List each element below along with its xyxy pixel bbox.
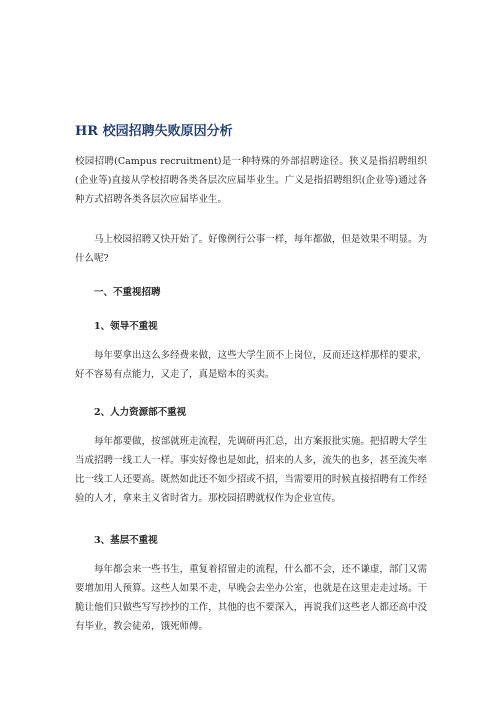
document-title: HR 校园招聘失败原因分析 — [75, 124, 233, 139]
section-heading: 一、不重视招聘 — [94, 287, 161, 298]
intro-paragraph: 校园招聘(Campus recruitment)是一种特殊的外部招聘途径。狭义是指招聘组织(企业等)直接从学校招聘各类各层次应届毕业生。广义是指招聘组织(企业等)通过各种方式招聘各类各层次应届毕业生。 — [75, 156, 427, 205]
lead-paragraph: 马上校园招聘又快开始了。好像例行公事一样，每年都做，但是效果不明显。为什么呢? — [75, 234, 427, 264]
subsection-3-heading: 3、基层不重视 — [94, 535, 158, 546]
subsection-3-body: 每年都会来一些书生，重复着招留走的流程，什么都不会，还不谦虚，部门又需要增加用人预算。这些人如果不走，早晚会去坐办公室，也就是在这里走走过场。干脆让他们只做些写写抄抄的工作，其他的也不要深入，再说我们这些老人都还高中没有毕业，教会徒弟，饿死师傅。 — [75, 564, 427, 632]
subsection-2-body: 每年都要做，按部就班走流程，先调研再汇总，出方案报批实施。把招聘大学生当成招聘一线工人一样。事实好像也是如此，招来的人多，流失的也多，甚至流失率比一线工人还要高。既然如此还不如少招或不招，当需要用的时候直接招聘有工作经验的人才，拿来主义省时省力。那校园招聘就权作为企业宣传。 — [75, 436, 427, 504]
subsection-1-heading: 1、领导不重视 — [94, 321, 158, 332]
subsection-2-heading: 2、人力资源部不重视 — [94, 407, 187, 418]
subsection-1-body: 每年要拿出这么多经费来做，这些大学生顶不上岗位，反而还这样那样的要求，好不容易有点能力，又走了，真是赔本的买卖。 — [75, 350, 427, 380]
